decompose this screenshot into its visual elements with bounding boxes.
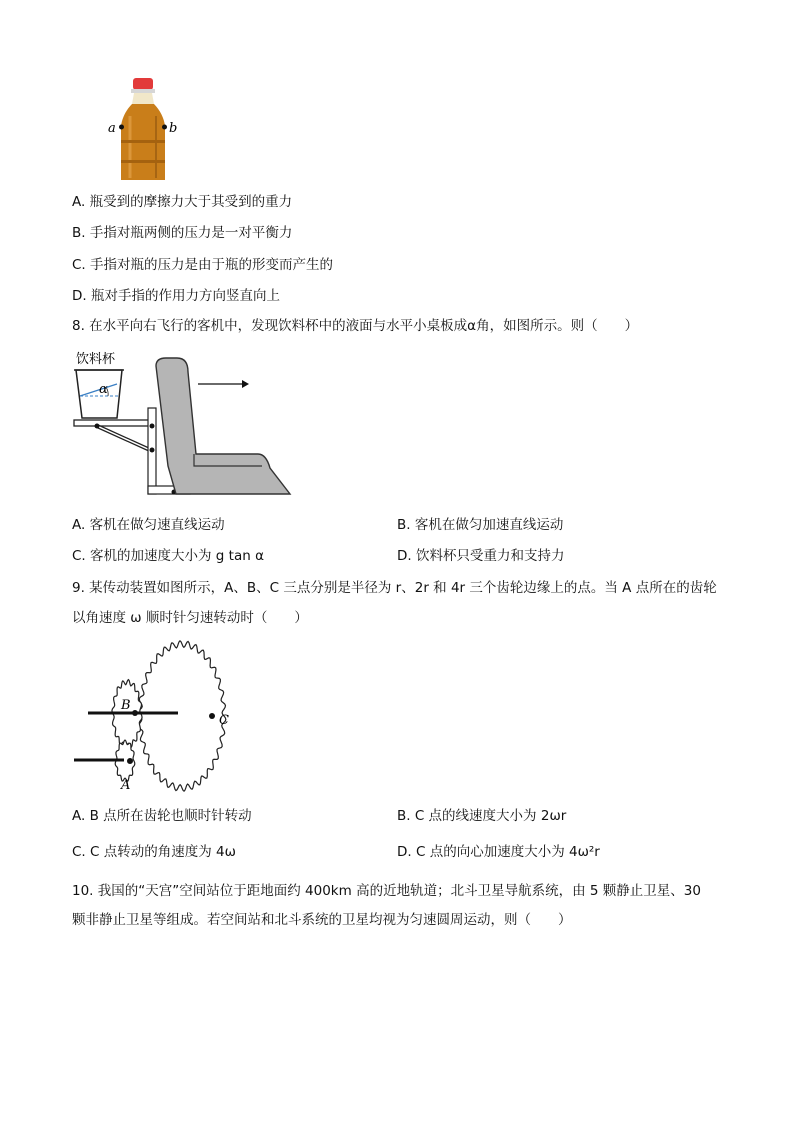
angle-alpha-label: α <box>99 382 108 397</box>
q9-option-c: C. C 点转动的角速度为 4ω <box>72 844 236 860</box>
q10-stem-line2: 颗非静止卫星等组成。若空间站和北斗系统的卫星均视为匀速圆周运动，则（ ） <box>72 912 572 928</box>
gear-label-b: B <box>121 698 131 713</box>
q7-option-c: C. 手指对瓶的压力是由于瓶的形变而产生的 <box>72 257 334 273</box>
q9-stem-line2: 以角速度 ω 顺时针匀速转动时（ ） <box>72 610 308 626</box>
q9-stem-line1: 9. 某传动装置如图所示，A、B、C 三点分别是半径为 r、2r 和 4r 三个齿轮边缘上的点。当 A 点所在的齿轮 <box>72 580 717 596</box>
q10-stem-line1: 10. 我国的“天宫”空间站位于距地面约 400km 高的近地轨道；北斗卫星导航系统，由 5 颗静止卫星、30 <box>72 883 701 899</box>
bottle-figure <box>100 74 190 184</box>
q8-option-c: C. 客机的加速度大小为 g tan α <box>72 548 264 564</box>
bottle-label-a: a <box>108 121 116 136</box>
cup-label: 饮料杯 <box>76 352 116 367</box>
airplane-seat-figure <box>72 346 297 504</box>
q8-option-a: A. 客机在做匀速直线运动 <box>72 517 225 533</box>
q9-option-b: B. C 点的线速度大小为 2ωr <box>397 808 567 824</box>
gear-figure <box>72 640 252 795</box>
q7-option-a: A. 瓶受到的摩擦力大于其受到的重力 <box>72 194 293 210</box>
q8-option-d: D. 饮料杯只受重力和支持力 <box>397 548 565 564</box>
q8-stem: 8. 在水平向右飞行的客机中，发现饮料杯中的液面与水平小桌板成α角，如图所示。则（ ） <box>72 318 639 334</box>
q7-option-b: B. 手指对瓶两侧的压力是一对平衡力 <box>72 225 293 241</box>
q9-option-a: A. B 点所在齿轮也顺时针转动 <box>72 808 252 824</box>
q7-option-d: D. 瓶对手指的作用力方向竖直向上 <box>72 288 280 304</box>
gear-label-a: A <box>121 778 131 793</box>
bottle-label-b: b <box>169 121 178 136</box>
gear-label-c: C <box>219 713 229 728</box>
q8-option-b: B. 客机在做匀加速直线运动 <box>397 517 564 533</box>
q9-option-d: D. C 点的向心加速度大小为 4ω²r <box>397 844 600 860</box>
